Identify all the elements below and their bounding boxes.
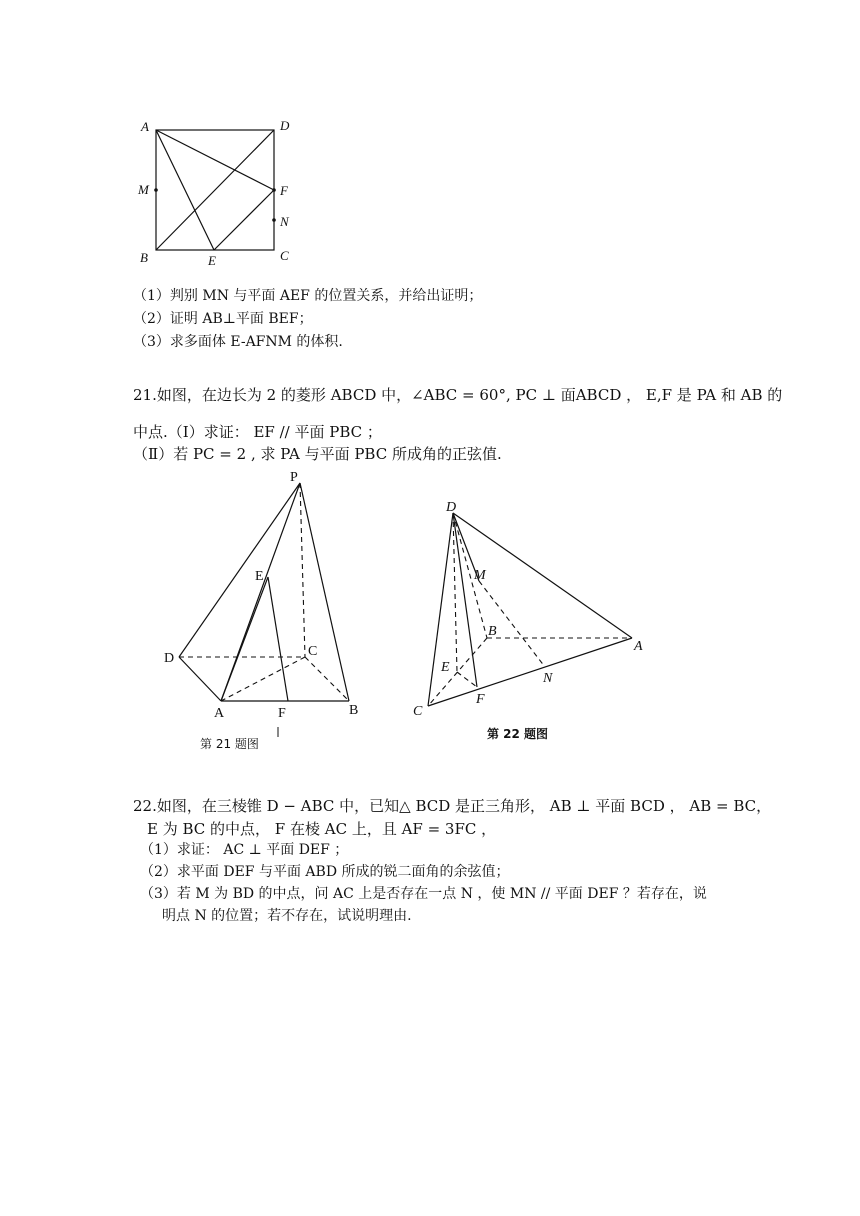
label-M: M xyxy=(474,568,486,583)
label-A: A xyxy=(141,119,149,134)
q20-item-2: （2）证明 AB⊥平面 BEF； xyxy=(133,311,313,327)
label-A: A xyxy=(634,639,643,654)
q22-item-3-cont: 明点 N 的位置；若不存在，试说明理由. xyxy=(162,908,412,924)
q20-item-1: （1）判别 MN 与平面 AEF 的位置关系，并给出证明； xyxy=(133,288,483,304)
q21-line-1: 21.如图，在边长为 2 的菱形 ABCD 中，∠ABC = 60°, PC ⊥ 面ABCD ， E,F 是 PA 和 AB 的 xyxy=(133,386,783,404)
label-P: P xyxy=(290,470,298,485)
label-C: C xyxy=(308,644,318,659)
q22-item-3: （3）若 M 为 BD 的中点，问 AC 上是否存在一点 N ，使 MN // 平面 DEF ？若存在，说 xyxy=(140,886,707,902)
label-D: D xyxy=(446,500,457,515)
q22-item-1: （1）求证： AC ⊥ 平面 DEF ； xyxy=(140,842,349,858)
label-F: F xyxy=(280,183,288,198)
fig22-caption: 第 22 题图 xyxy=(487,727,549,741)
q20-item-3: （3）求多面体 E-AFNM 的体积. xyxy=(133,334,343,350)
q22-line-1: 22.如图，在三棱锥 D − ABC 中，已知△ BCD 是正三角形， AB ⊥ 平面 BCD ， AB = BC， xyxy=(133,797,772,815)
label-C: C xyxy=(413,704,423,719)
label-F: F xyxy=(476,692,485,707)
fig21-caption: 第 21 题图 xyxy=(200,737,259,751)
label-D: D xyxy=(280,118,290,133)
figure-pyramid-22 xyxy=(405,495,655,720)
q22-item-2: （2）求平面 DEF 与平面 ABD 所成的锐二面角的余弦值； xyxy=(140,864,510,880)
q21-line-3: （Ⅱ）若 PC = 2 , 求 PA 与平面 PBC 所成角的正弦值. xyxy=(133,445,502,463)
label-M: M xyxy=(138,182,149,197)
label-A: A xyxy=(214,706,225,721)
q21-line-2: 中点.（Ⅰ）求证： EF // 平面 PBC ； xyxy=(133,423,382,441)
label-N: N xyxy=(543,671,553,686)
figure-pyramid-21 xyxy=(150,465,380,755)
figure-square xyxy=(130,112,300,272)
label-B: B xyxy=(140,250,148,265)
q22-line-2: E 为 BC 的中点， F 在棱 AC 上，且 AF = 3FC ， xyxy=(147,820,497,838)
label-B: B xyxy=(349,703,359,718)
label-N: N xyxy=(280,214,289,229)
label-B: B xyxy=(488,624,497,639)
label-E: E xyxy=(208,253,216,268)
label-C: C xyxy=(280,248,289,263)
label-F: F xyxy=(278,706,286,721)
label-E: E xyxy=(255,569,264,584)
label-D: D xyxy=(164,651,175,666)
label-E: E xyxy=(441,660,450,675)
